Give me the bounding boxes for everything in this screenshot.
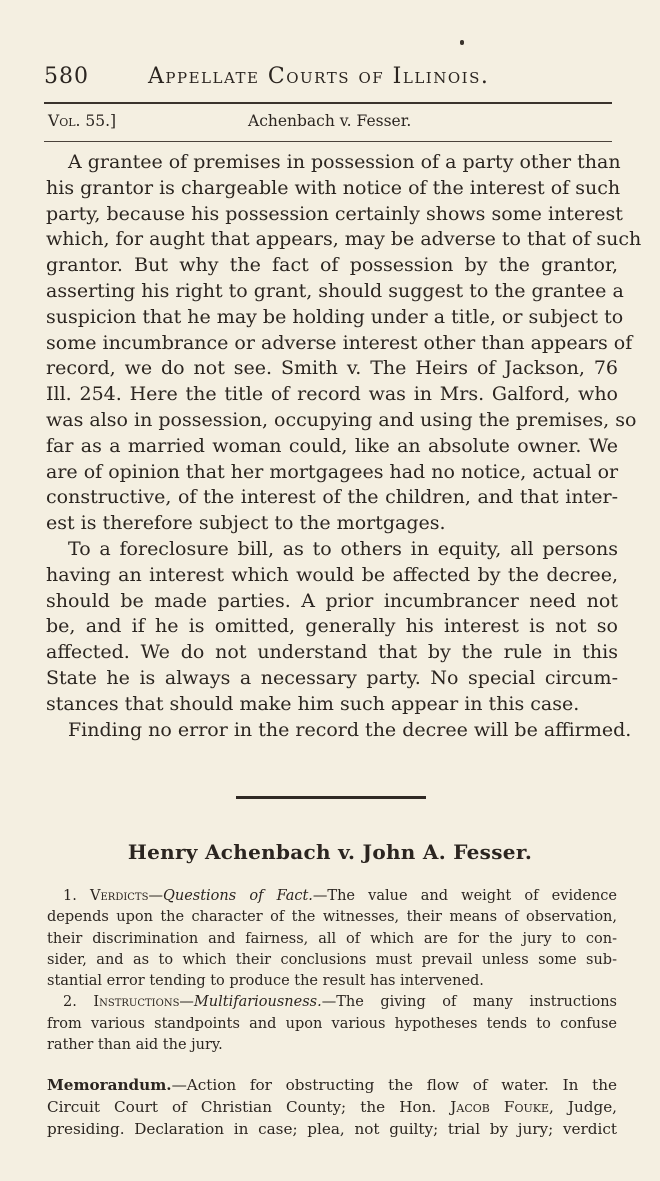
opinion-line: was also in possession, occupying and using the premises, so — [46, 408, 637, 431]
opinion-line: are of opinion that her mortgagees had no notice, actual or — [46, 460, 619, 483]
header-rule — [44, 102, 612, 104]
page-number: 580 — [44, 64, 89, 89]
headnote-2-topic: Instructions — [93, 994, 180, 1011]
memorandum-text: Action for obstructing the flow of water. In the — [186, 1076, 617, 1094]
opinion-line: party, because his possession certainly shows some interest — [46, 202, 623, 225]
headnotes — [47, 886, 617, 1056]
opinion-line: asserting his right to grant, should suggest to the grantee a — [46, 279, 624, 302]
headnote-1-subtopic: Questions of Fact. — [162, 888, 313, 904]
ink-speck — [460, 40, 464, 45]
volume-label: Vol. 55.] — [48, 112, 117, 130]
opinion-text — [46, 150, 642, 743]
opinion-line: having an interest which would be affected by the decree, — [46, 563, 618, 586]
headnote-line: rather than aid the jury. — [47, 1037, 223, 1054]
opinion-line: To a foreclosure bill, as to others in equity, all persons — [68, 537, 618, 560]
opinion-line: far as a married woman could, like an absolute owner. We — [46, 434, 618, 457]
memorandum — [47, 1074, 617, 1140]
headnote-1-topic: Verdicts — [90, 888, 149, 904]
memorandum-court: Circuit Court of Christian County; the Hon. — [47, 1098, 437, 1116]
headnote-line: stantial error tending to produce the result has intervened. — [47, 973, 484, 990]
headnote-2-first-line: 2. Instructions—Multifariousness.—The giving of many instructions — [63, 994, 617, 1011]
court-title: Appellate Courts of Illinois. — [148, 64, 490, 89]
opinion-line: constructive, of the interest of the children, and that inter- — [46, 486, 618, 509]
opinion-line: Ill. 254. Here the title of record was in Mrs. Galford, who — [46, 383, 618, 406]
memorandum-first-line: Memorandum.—Action for obstructing the flow of water. In the — [47, 1076, 617, 1094]
opinion-line: State he is always a necessary party. No special circum- — [46, 666, 618, 689]
subheader-rule — [44, 141, 612, 142]
opinion-line: some incumbrance or adverse interest other than appears of — [46, 331, 633, 354]
headnote-line: depends upon the character of the witnesses, their means of observation, — [47, 909, 617, 926]
headnote-line: sider, and as to which their conclusions must prevail unless some sub- — [47, 951, 617, 968]
opinion-line: A grantee of premises in possession of a party other than — [68, 151, 621, 173]
opinion-line: est is therefore subject to the mortgages. — [46, 512, 446, 535]
opinion-line: stances that should make him such appear in this case. — [46, 692, 580, 715]
headnote-2-subtopic: Multifariousness. — [193, 994, 322, 1011]
opinion-line: suspicion that he may be holding under a title, or subject to — [46, 305, 624, 328]
opinion-line: grantor. But why the fact of possession by the grantor, — [46, 254, 618, 277]
judge-name: Jacob Fouke — [450, 1098, 549, 1116]
memorandum-second-line — [47, 1096, 617, 1118]
headnote-1-number: 1. — [63, 888, 77, 904]
headnote-2-number: 2. — [63, 994, 77, 1011]
opinion-line: his grantor is chargeable with notice of the interest of such — [46, 176, 621, 199]
headnote-line: from various standpoints and upon various hypotheses tends to confuse — [47, 1015, 617, 1032]
headnote-2-text: The giving of many instructions — [336, 994, 617, 1011]
running-head — [44, 64, 604, 94]
opinion-line: be, and if he is omitted, generally his interest is not so — [46, 615, 618, 638]
case-short-title: Achenbach v. Fesser. — [248, 112, 412, 130]
opinion-line: should be made parties. A prior incumbrancer need not — [46, 589, 618, 612]
opinion-line: Finding no error in the record the decree will be affirmed. — [68, 718, 632, 741]
memorandum-third-line: presiding. Declaration in case; plea, not guilty; trial by jury; verdict — [47, 1120, 617, 1138]
opinion-line: affected. We do not understand that by the rule in this — [46, 641, 618, 664]
headnote-line: their discrimination and fairness, all of which are for the jury to con- — [47, 930, 617, 947]
memorandum-judge-suffix: , Judge, — [548, 1098, 618, 1116]
headnote-1-text: The value and weight of evidence — [327, 888, 617, 904]
section-divider — [236, 796, 426, 799]
case-title: Henry Achenbach v. John A. Fesser. — [127, 840, 533, 864]
opinion-line: record, we do not see. Smith v. The Heirs of Jackson, 76 — [46, 357, 618, 380]
headnote-1-first-line: 1. Verdicts—Questions of Fact.—The value and weight of evidence — [63, 888, 617, 904]
memorandum-label: Memorandum. — [47, 1076, 172, 1094]
opinion-line: which, for aught that appears, may be adverse to that of such — [46, 228, 642, 251]
